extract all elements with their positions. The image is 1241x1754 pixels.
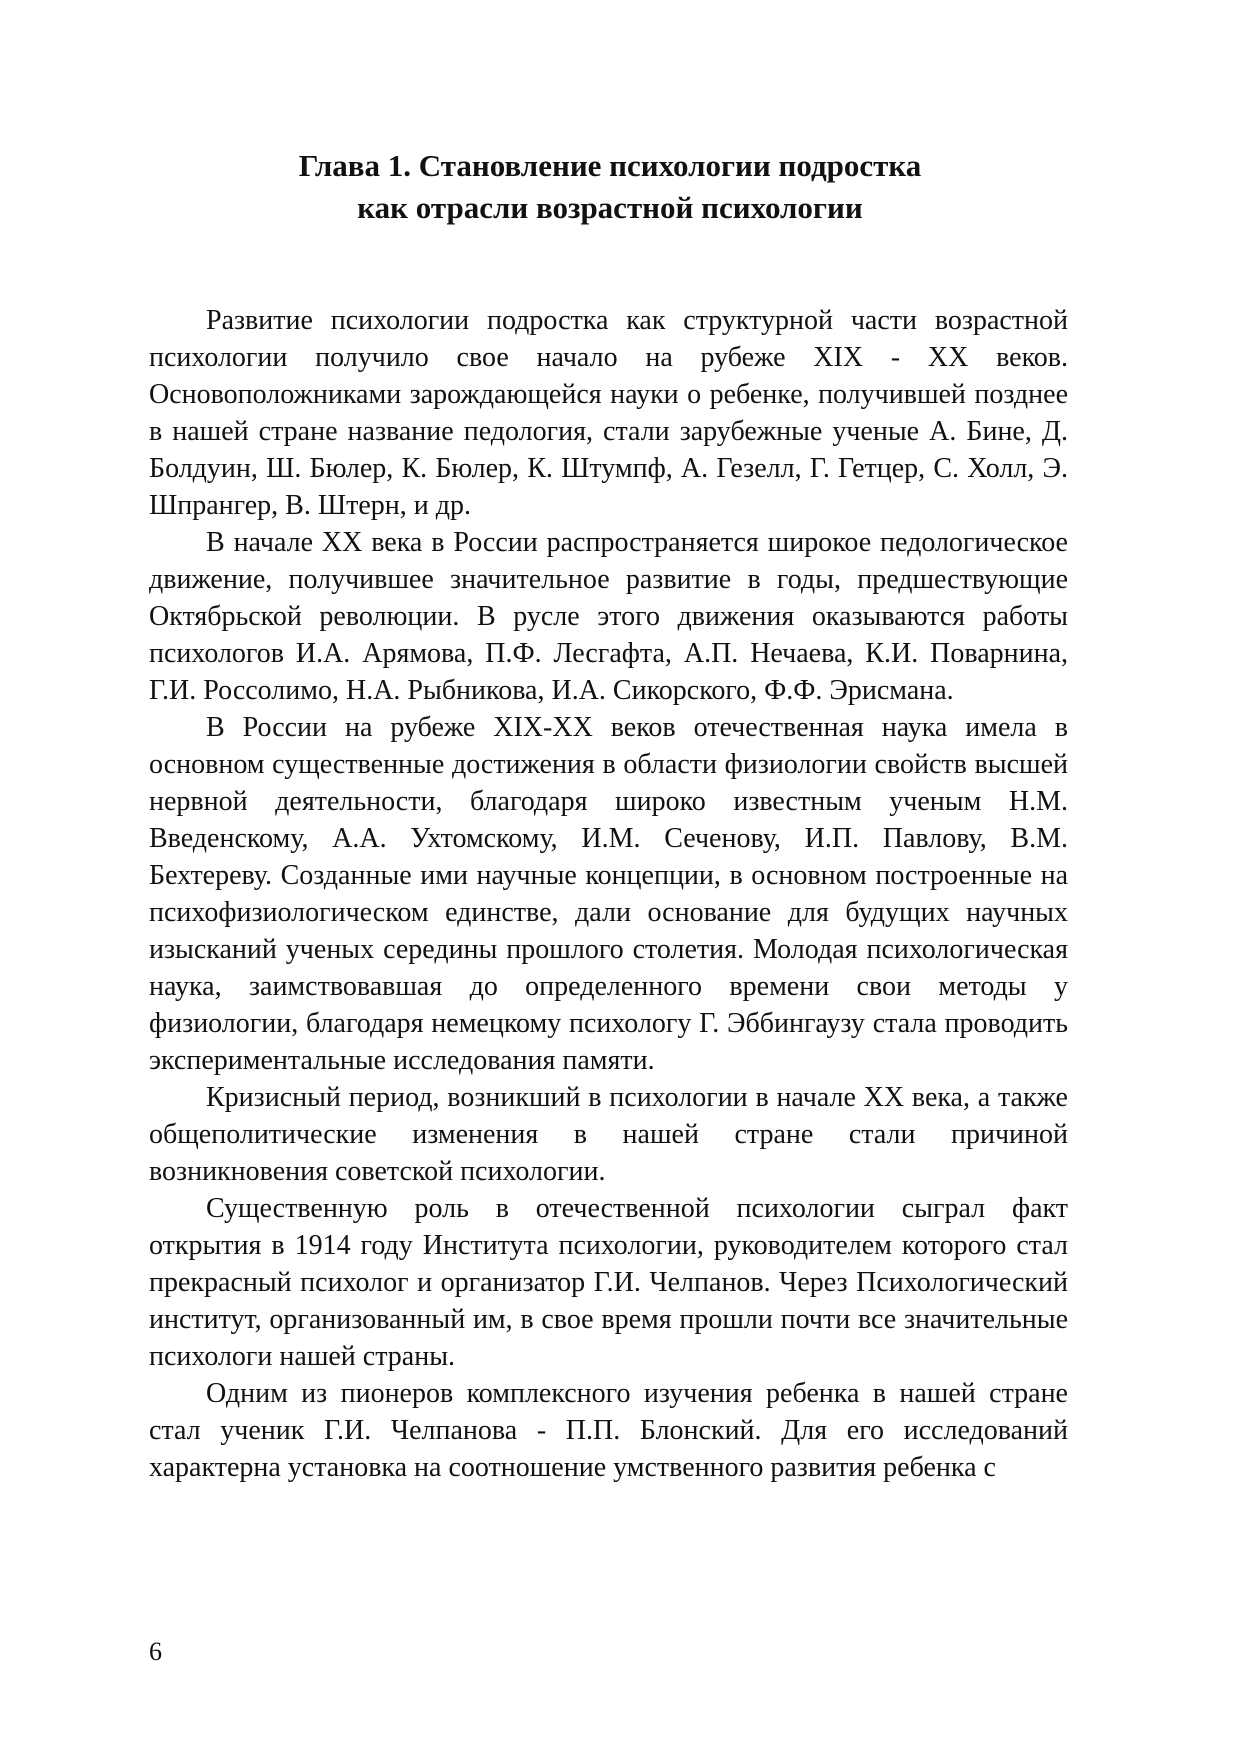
page-number: 6 xyxy=(149,1637,162,1666)
paragraph: Развитие психологии подростка как структурной части возрастной психологии получило свое начало на рубеже XIX - XX веков. Основоположниками зарождающейся науки о ребенке, получившей позднее в нашей стране название педология, стали зарубежные ученые А. Бине, Д. Болдуин, Ш. Бюлер, К. Бюлер, К. Штумпф, А. Гезелл, Г. Гетцер, С. Холл, Э. Шпрангер, В. Штерн, и др. xyxy=(149,305,1068,521)
chapter-title-line-2: как отрасли возрастной психологии xyxy=(357,190,863,225)
paragraph: В России на рубеже XIX-XX веков отечественная наука имела в основном существенные достижения в области физиологии свойств высшей нервной деятельности, благодаря широко известным ученым Н.М. Введенскому, А.А. Ухтомскому, И.М. Сеченову, И.П. Павлову, В.М. Бехтереву. Созданные ими научные концепции, в основном построенные на психофизиологическом единстве, дали основание для будущих научных изысканий ученых середины прошлого столетия. Молодая психологическая наука, заимствовавшая до определенного времени свои методы у физиологии, благодаря немецкому психологу Г. Эббингаузу стала проводить экспериментальные исследования памяти. xyxy=(149,712,1068,1076)
paragraph: Одним из пионеров комплексного изучения ребенка в нашей стране стал ученик Г.И. Челпанова - П.П. Блонский. Для его исследований характерна установка на соотношение умственного развития ребенка с xyxy=(149,1378,1068,1483)
paragraph: Кризисный период, возникший в психологии в начале XX века, а также общеполитические изменения в нашей стране стали причиной возникновения советской психологии. xyxy=(149,1082,1068,1187)
paragraph: Существенную роль в отечественной психологии сыграл факт открытия в 1914 году Института психологии, руководителем которого стал прекрасный психолог и организатор Г.И. Челпанов. Через Психологический институт, организованный им, в свое время прошли почти все значительные психологи нашей страны. xyxy=(149,1193,1068,1372)
chapter-title-line-1: Глава 1. Становление психологии подростка xyxy=(298,148,922,183)
paragraph: В начале XX века в России распространяется широкое педологическое движение, получившее значительное развитие в годы, предшествующие Октябрьской революции. В русле этого движения оказываются работы психологов И.А. Арямова, П.Ф. Лесгафта, А.П. Нечаева, К.И. Поварнина, Г.И. Россолимо, Н.А. Рыбникова, И.А. Сикорского, Ф.Ф. Эрисмана. xyxy=(149,527,1068,706)
body-text xyxy=(149,302,1068,1486)
chapter-title xyxy=(150,145,1070,229)
